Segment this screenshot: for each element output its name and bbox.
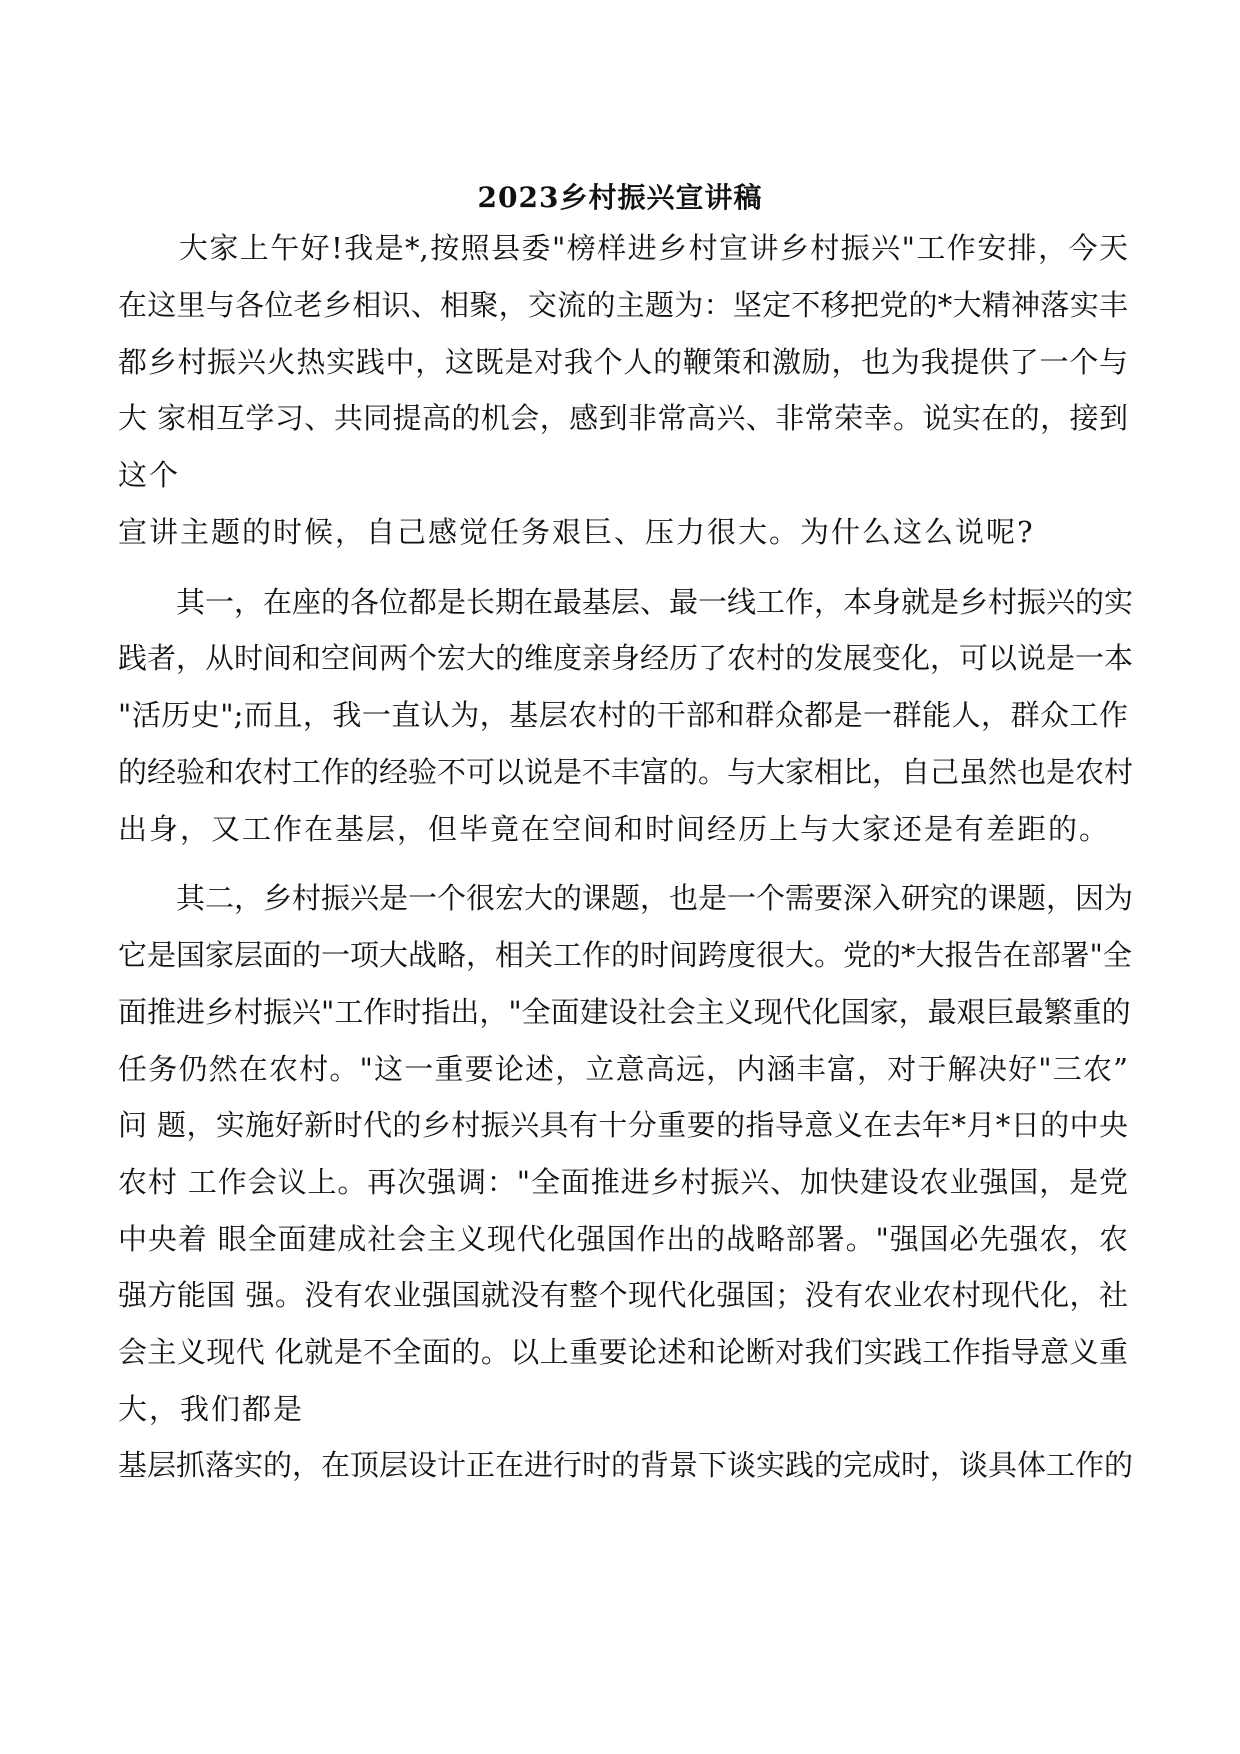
text-line: 的经验和农村工作的经验不可以说是不丰富的。与大家相比，自己虽然也是农村 xyxy=(118,755,1134,789)
text-line: 大，我们都是 xyxy=(118,1392,305,1426)
text-line: 它是国家层面的一项大战略，相关工作的时间跨度很大。党的*大报告在部署"全 xyxy=(118,938,1132,972)
text-line: 这个 xyxy=(118,458,181,492)
document-title: 2023乡村振兴宣讲稿 xyxy=(477,181,763,214)
text-line: 中央着 眼全面建成社会主义现代化强国作出的战略部署。"强国必先强农，农 xyxy=(118,1222,1128,1256)
text-line: 大家上午好!我是*,按照县委"榜样进乡村宣讲乡村振兴"工作安排，今天 xyxy=(118,231,1128,265)
text-line: "活历史";而且，我一直认为，基层农村的干部和群众都是一群能人，群众工作 xyxy=(118,698,1128,732)
text-line: 其二，乡村振兴是一个很宏大的课题，也是一个需要深入研究的课题，因为 xyxy=(118,881,1134,915)
text-line: 强方能国 强。没有农业强国就没有整个现代化强国；没有农业农村现代化，社 xyxy=(118,1278,1128,1312)
text-line: 会主义现代 化就是不全面的。以上重要论述和论断对我们实践工作指导意义重 xyxy=(118,1335,1128,1369)
text-line: 面推进乡村振兴"工作时指出，"全面建设社会主义现代化国家，最艰巨最繁重的 xyxy=(118,995,1131,1029)
text-line: 任务仍然在农村。"这一重要论述，立意高远，内涵丰富，对于解决好"三农” xyxy=(118,1052,1128,1086)
text-line: 基层抓落实的，在顶层设计正在进行时的背景下谈实践的完成时，谈具体工作的 xyxy=(118,1448,1134,1482)
text-line: 在这里与各位老乡相识、相聚，交流的主题为：坚定不移把党的*大精神落实丰 xyxy=(118,288,1128,322)
text-line: 出身，又工作在基层，但毕竟在空间和时间经历上与大家还是有差距的。 xyxy=(118,812,1111,846)
text-line: 农村 工作会议上。再次强调："全面推进乡村振兴、加快建设农业强国，是党 xyxy=(118,1165,1128,1199)
text-line: 都乡村振兴火热实践中，这既是对我个人的鞭策和激励，也为我提供了一个与 xyxy=(118,345,1128,379)
text-line: 践者，从时间和空间两个宏大的维度亲身经历了农村的发展变化，可以说是一本 xyxy=(118,641,1134,675)
text-line: 问 题，实施好新时代的乡村振兴具有十分重要的指导意义在去年*月*日的中央 xyxy=(118,1108,1128,1142)
text-line: 宣讲主题的时候，自己感觉任务艰巨、压力很大。为什么这么说呢? xyxy=(118,515,1035,549)
text-line: 其一，在座的各位都是长期在最基层、最一线工作，本身就是乡村振兴的实 xyxy=(118,585,1134,619)
text-line: 大 家相互学习、共同提高的机会，感到非常高兴、非常荣幸。说实在的，接到 xyxy=(118,401,1128,435)
